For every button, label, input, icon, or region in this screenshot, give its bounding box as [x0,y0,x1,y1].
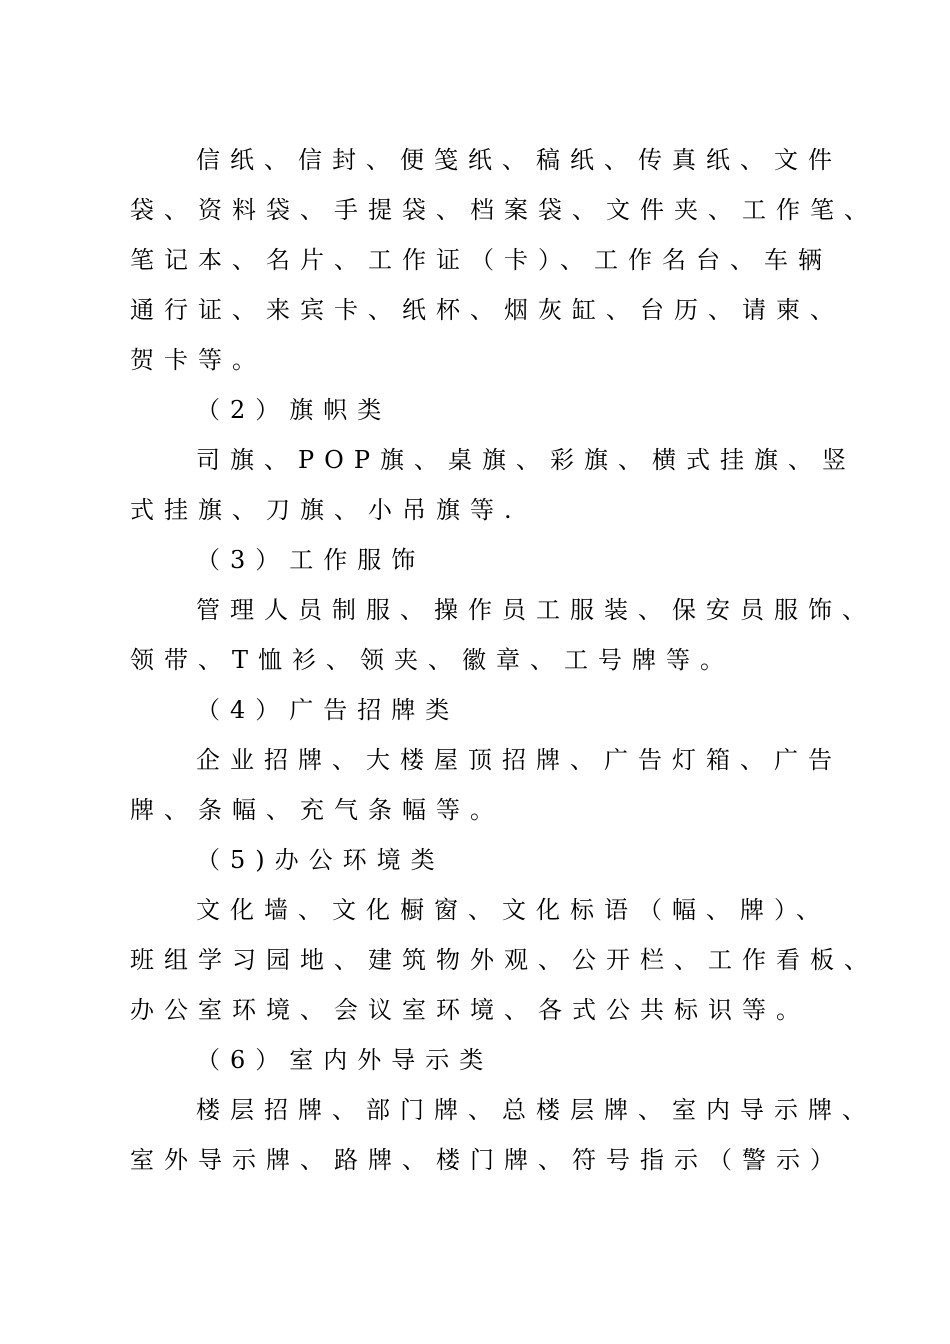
paragraph-line-21: 室外导示牌、路牌、楼门牌、符号指示（警示） [130,1146,844,1174]
paragraph-line-14: 牌、条幅、充气条幅等。 [130,796,504,824]
section-heading-4: （4）广告招牌类 [196,696,460,724]
paragraph-line-16: 文化墙、文化橱窗、文化标语（幅、牌）、 [196,896,830,924]
paragraph-line-10: 管理人员制服、操作员工服装、保安员服饰、 [196,596,876,624]
section-heading-6: （6）室内外导示类 [196,1046,494,1074]
paragraph-line-8: 式挂旗、刀旗、小吊旗等. [130,496,522,524]
section-heading-3: （3）工作服饰 [196,546,426,574]
section-heading-2: （2）旗帜类 [196,396,392,424]
paragraph-line-17: 班组学习园地、建筑物外观、公开栏、工作看板、 [130,946,878,974]
paragraph-line-3: 笔记本、名片、工作证（卡）、工作名台、车辆 [130,246,832,274]
paragraph-line-18: 办公室环境、会议室环境、各式公共标识等。 [130,996,810,1024]
paragraph-line-11: 领带、T恤衫、领夹、徽章、工号牌等。 [130,646,735,674]
paragraph-line-1: 信纸、信封、便笺纸、稿纸、传真纸、文件 [196,146,842,174]
paragraph-line-5: 贺卡等。 [130,346,266,374]
paragraph-line-13: 企业招牌、大楼屋顶招牌、广告灯箱、广告 [196,746,842,774]
paragraph-line-20: 楼层招牌、部门牌、总楼层牌、室内导示牌、 [196,1096,876,1124]
paragraph-line-4: 通行证、来宾卡、纸杯、烟灰缸、台历、请柬、 [130,296,844,324]
paragraph-line-2: 袋、资料袋、手提袋、档案袋、文件夹、工作笔、 [130,196,878,224]
section-heading-5: （5)办公环境类 [196,846,445,874]
paragraph-line-7: 司旗、POP旗、桌旗、彩旗、横式挂旗、竖 [196,446,856,474]
